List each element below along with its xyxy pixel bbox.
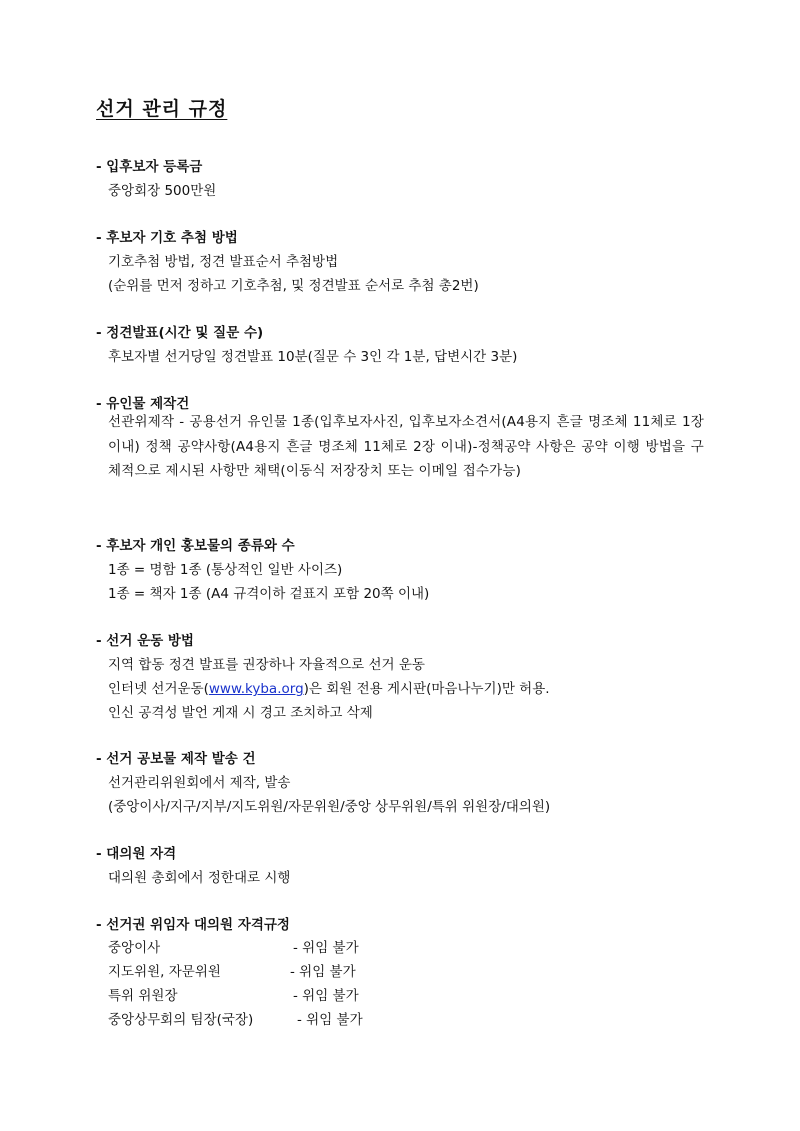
section-line: 1종 = 명함 1종 (통상적인 일반 사이즈)	[108, 562, 343, 578]
section-heading-registration-fee: - 입후보자 등록금	[96, 159, 203, 175]
proxy-row-value: - 위임 불가	[293, 988, 359, 1004]
section-heading-policy-speech: - 정견발표(시간 및 질문 수)	[96, 325, 264, 341]
section-heading-bulletin-dispatch: - 선거 공보물 제작 발송 건	[96, 751, 256, 767]
section-line: 후보자별 선거당일 정견발표 10분(질문 수 3인 각 1분, 답변시간 3분)	[108, 349, 518, 365]
document-title: 선거 관리 규정	[96, 98, 228, 120]
proxy-row-label: 지도위원, 자문위원	[108, 964, 221, 980]
internet-suffix: )은 회원 전용 게시판(마음나누기)만 허용.	[303, 681, 550, 697]
proxy-row-label: 중앙이사	[108, 940, 161, 956]
proxy-row-value: - 위임 불가	[293, 940, 359, 956]
section-line: 지역 합동 정견 발표를 권장하나 자율적으로 선거 운동	[108, 657, 425, 673]
section-line: (순위를 먼저 정하고 기호추첨, 및 정견발표 순서로 추첨 총2번)	[108, 278, 479, 294]
section-heading-campaign-method: - 선거 운동 방법	[96, 633, 194, 649]
section-heading-printed-materials: - 유인물 제작건	[96, 396, 190, 412]
section-heading-symbol-draw: - 후보자 기호 추첨 방법	[96, 230, 238, 246]
section-line: 중앙회장 500만원	[108, 183, 217, 199]
section-heading-promotional-materials: - 후보자 개인 홍보물의 종류와 수	[96, 538, 295, 554]
section-line: 인신 공격성 발언 게재 시 경고 조치하고 삭제	[108, 705, 373, 721]
proxy-row-label: 특위 위원장	[108, 988, 178, 1004]
section-line: (중앙이사/지구/지부/지도위원/자문위원/중앙 상무위원/특위 위원장/대의원)	[108, 799, 551, 815]
section-line: 1종 = 책자 1종 (A4 규격이하 겉표지 포함 20쪽 이내)	[108, 586, 430, 602]
proxy-row-value: - 위임 불가	[290, 964, 356, 980]
proxy-row-label: 중앙상무회의 팀장(국장)	[108, 1012, 254, 1028]
section-line-internet	[108, 677, 550, 697]
internet-prefix: 인터넷 선거운동(	[108, 681, 209, 697]
section-paragraph: 선관위제작 - 공용선거 유인물 1종(입후보자사진, 입후보자소견서(A4용지 흔글 명조체 11체로 1장 이내) 정책 공약사항(A4용지 흔글 명조체 11체로 2장 이내)-정책공약 사항은 공약 이행 방법을 구체적으로 제시된 사항만 채택(이동식 저장장치 또는 이메일 접수가능)	[108, 414, 704, 479]
section-heading-delegate-qualification: - 대의원 자격	[96, 846, 177, 862]
section-line: 선거관리위원회에서 제작, 발송	[108, 775, 291, 791]
proxy-row-value: - 위임 불가	[297, 1012, 363, 1028]
section-line: 대의원 총회에서 정한대로 시행	[108, 870, 291, 886]
section-heading-proxy-rules: - 선거권 위임자 대의원 자격규정	[96, 917, 290, 933]
website-link[interactable]: www.kyba.org	[208, 681, 304, 697]
section-line: 기호추첨 방법, 정견 발표순서 추첨방법	[108, 254, 339, 270]
